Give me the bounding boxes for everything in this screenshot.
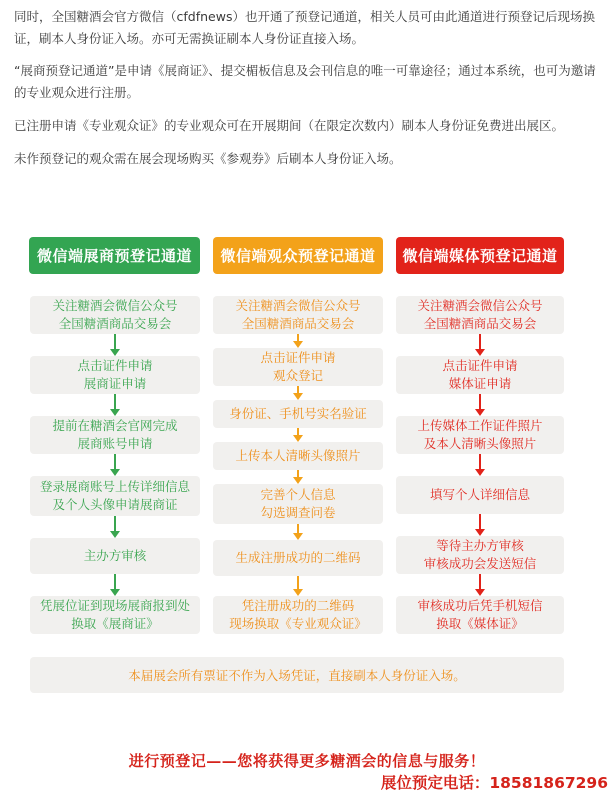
hotline-number: 18581867296 [489, 774, 608, 792]
step-line: 关注糖酒会微信公众号 [235, 298, 361, 313]
step-line: 点击证件申请 [442, 358, 518, 373]
slogan: 进行预登记——您将获得更多糖酒会的信息与服务！ [128, 752, 486, 770]
arrow-down-icon [110, 454, 120, 476]
media-step-1 [396, 296, 564, 334]
media-step-4 [396, 476, 564, 514]
step-line: 登录展商账号上传详细信息 [39, 479, 190, 494]
step-line: 现场换取《专业观众证》 [229, 616, 367, 631]
step-line: 身份证、手机号实名验证 [229, 406, 367, 421]
step-line: 凭展位证到现场展商报到处 [39, 598, 190, 613]
intro-paragraph: “展商预登记通道”是申请《展商证》、提交楣板信息及会刊信息的唯一可靠途径；通过本系统，也可为邀请的专业观众进行注册。 [14, 63, 596, 100]
step-line: 全国糖酒商品交易会 [241, 316, 355, 331]
step-line: 换取《展商证》 [71, 616, 159, 631]
media-step-3 [396, 416, 564, 454]
arrow-down-icon [293, 576, 303, 596]
media-step-5 [396, 536, 564, 574]
exhibitor-step-1 [30, 296, 200, 334]
step-line: 关注糖酒会微信公众号 [417, 298, 543, 313]
visitor-step-2 [213, 348, 383, 386]
intro-paragraph: 未作预登记的观众需在展会现场购买《参观券》后刷本人身份证入场。 [14, 151, 402, 166]
entry-note: 本届展会所有票证不作为入场凭证，直接刷本人身份证入场。 [30, 657, 564, 693]
step-line: 等待主办方审核 [436, 538, 524, 553]
media-step-2 [396, 356, 564, 394]
arrow-down-icon [293, 386, 303, 400]
visitor-step-7 [213, 596, 383, 634]
step-line: 审核成功后凭手机短信 [417, 598, 543, 613]
arrow-down-icon [293, 524, 303, 540]
step-line: 换取《媒体证》 [436, 616, 524, 631]
step-line: 关注糖酒会微信公众号 [52, 298, 178, 313]
intro-text [14, 6, 604, 181]
visitor-step-1 [213, 296, 383, 334]
arrow-down-icon [475, 574, 485, 596]
visitor-step-4 [213, 442, 383, 470]
step-line: 凭注册成功的二维码 [241, 598, 355, 613]
step-line: 上传本人清晰头像照片 [235, 448, 361, 463]
arrow-down-icon [110, 574, 120, 596]
arrow-down-icon [110, 394, 120, 416]
step-line: 全国糖酒商品交易会 [58, 316, 172, 331]
step-line: 点击证件申请 [260, 350, 336, 365]
media-channel-header: 微信端媒体预登记通道 [396, 237, 564, 274]
arrow-down-icon [475, 454, 485, 476]
arrow-down-icon [475, 334, 485, 356]
arrow-down-icon [293, 428, 303, 442]
exhibitor-step-6 [30, 596, 200, 634]
exhibitor-step-5 [30, 538, 200, 574]
step-line: 生成注册成功的二维码 [235, 550, 361, 565]
visitor-step-6 [213, 540, 383, 576]
exhibitor-step-4 [30, 476, 200, 516]
arrow-down-icon [293, 334, 303, 348]
exhibitor-step-3 [30, 416, 200, 454]
arrow-down-icon [110, 334, 120, 356]
step-line: 完善个人信息 [260, 487, 336, 502]
step-line: 及个人头像申请展商证 [52, 497, 178, 512]
step-line: 上传媒体工作证件照片 [417, 418, 543, 433]
step-line: 点击证件申请 [77, 358, 153, 373]
arrow-down-icon [475, 514, 485, 536]
visitor-channel-header: 微信端观众预登记通道 [213, 237, 383, 274]
arrow-down-icon [293, 470, 303, 484]
step-line: 展商证申请 [83, 376, 147, 391]
intro-paragraph: 已注册申请《专业观众证》的专业观众可在开展期间（在限定次数内）刷本人身份证免费进出展区。 [14, 118, 565, 133]
media-step-6 [396, 596, 564, 634]
step-line: 勾选调查问卷 [260, 505, 336, 520]
step-line: 填写个人详细信息 [429, 487, 530, 502]
visitor-step-5 [213, 484, 383, 524]
step-line: 全国糖酒商品交易会 [423, 316, 537, 331]
arrow-down-icon [110, 516, 120, 538]
step-line: 提前在糖酒会官网完成 [52, 418, 178, 433]
exhibitor-channel-header: 微信端展商预登记通道 [29, 237, 200, 274]
arrow-down-icon [475, 394, 485, 416]
booking-hotline [381, 771, 608, 793]
intro-paragraph: 同时，全国糖酒会官方微信（cfdfnews）也开通了预登记通道，相关人员可由此通道进行预登记后现场换证，刷本人身份证入场。亦可无需换证刷本人身份证直接入场。 [14, 9, 595, 46]
step-line: 审核成功会发送短信 [423, 556, 537, 571]
step-line: 及本人清晰头像照片 [423, 436, 537, 451]
step-line: 主办方审核 [83, 548, 147, 563]
step-line: 观众登记 [272, 368, 323, 383]
exhibitor-step-2 [30, 356, 200, 394]
visitor-step-3 [213, 400, 383, 428]
step-line: 展商账号申请 [77, 436, 153, 451]
step-line: 媒体证申请 [448, 376, 512, 391]
hotline-label: 展位预定电话： [380, 774, 490, 792]
